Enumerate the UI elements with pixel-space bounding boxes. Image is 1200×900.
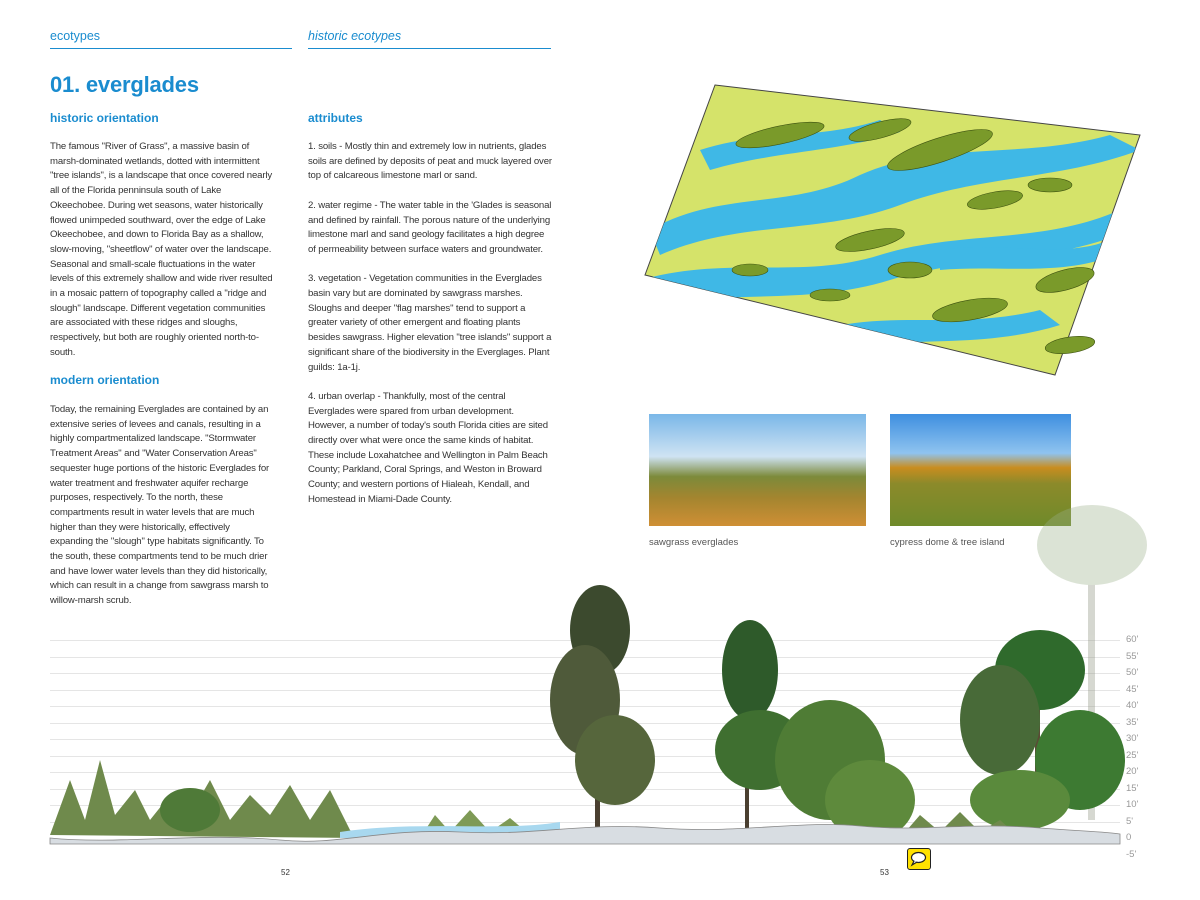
scale-label-50: 50' <box>1126 667 1139 678</box>
cypress-photo-caption: cypress dome & tree island <box>890 537 1005 548</box>
scale-label-55: 55' <box>1126 651 1139 662</box>
speech-bubble-icon <box>908 849 929 868</box>
sawgrass-photo-caption: sawgrass everglades <box>649 537 739 548</box>
cypress-trees <box>550 585 915 840</box>
scale-label-5: 5' <box>1126 816 1134 827</box>
scale-label-35: 35' <box>1126 717 1139 728</box>
attribute-urban-overlap: 4. urban overlap - Thankfully, most of the central Everglades were spared from urban development. However, a number of today's south Florida cities are sited directly over what were once the same kinds of habitat. These include Loxahatchee and Wellington in Palm Beach County; Parkland, Coral Springs, and Weston in Broward County; and western portions of Hialeah, Kendall, and Homestead in Miami-Dade County. <box>308 390 548 505</box>
hammock-trees <box>960 630 1125 840</box>
scale-label-15: 15' <box>1126 783 1139 794</box>
modern-orientation-heading: modern orientation <box>50 373 160 387</box>
header-rule-left <box>50 48 292 49</box>
page-number-left: 52 <box>281 868 290 877</box>
page-number-right: 53 <box>880 868 889 877</box>
subsection-label: historic ecotypes <box>308 29 402 43</box>
scale-label-25: 25' <box>1126 750 1139 761</box>
historic-orientation-heading: historic orientation <box>50 111 159 125</box>
attributes-heading: attributes <box>308 111 363 125</box>
scale-label-30: 30' <box>1126 733 1139 744</box>
attribute-soils: 1. soils - Mostly thin and extremely low in nutrients, glades soils are defined by deposits of peat and muck layered over top of calcareous limestone marl or sand. <box>308 141 552 182</box>
header-rule-right <box>308 48 551 49</box>
historic-orientation-text <box>50 140 274 375</box>
scale-label-40: 40' <box>1126 700 1139 711</box>
scale-label-0: 0 <box>1126 832 1132 843</box>
historic-orientation-paragraph: The famous "River of Grass", a massive basin of marsh-dominated wetlands, dotted with intermittent "tree islands", is a landscape that once covered nearly all of the Florida penninsula south of Lake Okeechobee. During wet seasons, water historically flowed unimpeded southward, over the edge of Lake Okeechobee, and down to Florida Bay as a shallow, slow-moving, "sheetflow" of water over the landscape. Seasonal and small-scale fluctuations in the water levels of this extremely shallow and wide river resulted in a mosaic pattern of topography called a "ridge and slough" landscape. Different vegetation communities are associated with these ridges and sloughs, respectively, but both are roughly oriented north-to-south. <box>50 141 273 358</box>
attribute-vegetation: 3. vegetation - Vegetation communities in the Everglades basin vary but are dominated by sawgrass marshes. Sloughs and deeper "flag marshes" tend to support a greater variety of other emergent and floating plants besides sawgrass. Higher elevation "tree islands" support a significant share of the biodiversity in the Everglages. Plant guilds: 1a-1j. <box>308 273 552 373</box>
modern-orientation-paragraph: Today, the remaining Everglades are contained by an extensive series of levees and canals, resulting in a highly compartmentalized landscape. "Stormwater Treatment Areas" and "Water Conservation Areas" sequester huge portions of the historic Everglades for water treatment and freshwater aquifer recharge purposes, respectively. To the north, these compartments result in water levels that are much higher than they were historically, effectively expanding the "slough" type habitats significantly. To the south, these compartments tend to be much drier and have lower water levels than they did historically, which can result in a change from sawgrass marsh to willow-marsh scrub. <box>50 404 270 607</box>
page-title: 01. everglades <box>50 72 199 97</box>
scale-label-45: 45' <box>1126 684 1139 695</box>
scale-label-10: 10' <box>1126 799 1139 810</box>
scale-label-20: 20' <box>1126 766 1139 777</box>
everglades-section-illustration <box>40 460 1150 860</box>
scale-label-60: 60' <box>1126 634 1139 645</box>
comment-icon[interactable] <box>907 848 931 870</box>
ridge-and-slough-diagram <box>640 80 1160 380</box>
section-label: ecotypes <box>50 29 101 43</box>
scale-label-minus-5: -5' <box>1126 849 1137 860</box>
attribute-water-regime: 2. water regime - The water table in the 'Glades is seasonal and defined by rainfall. The porous nature of the underlying limestone marl and sand geology facilitates a high degree of permeability between surface waters and groundwater. <box>308 199 552 255</box>
